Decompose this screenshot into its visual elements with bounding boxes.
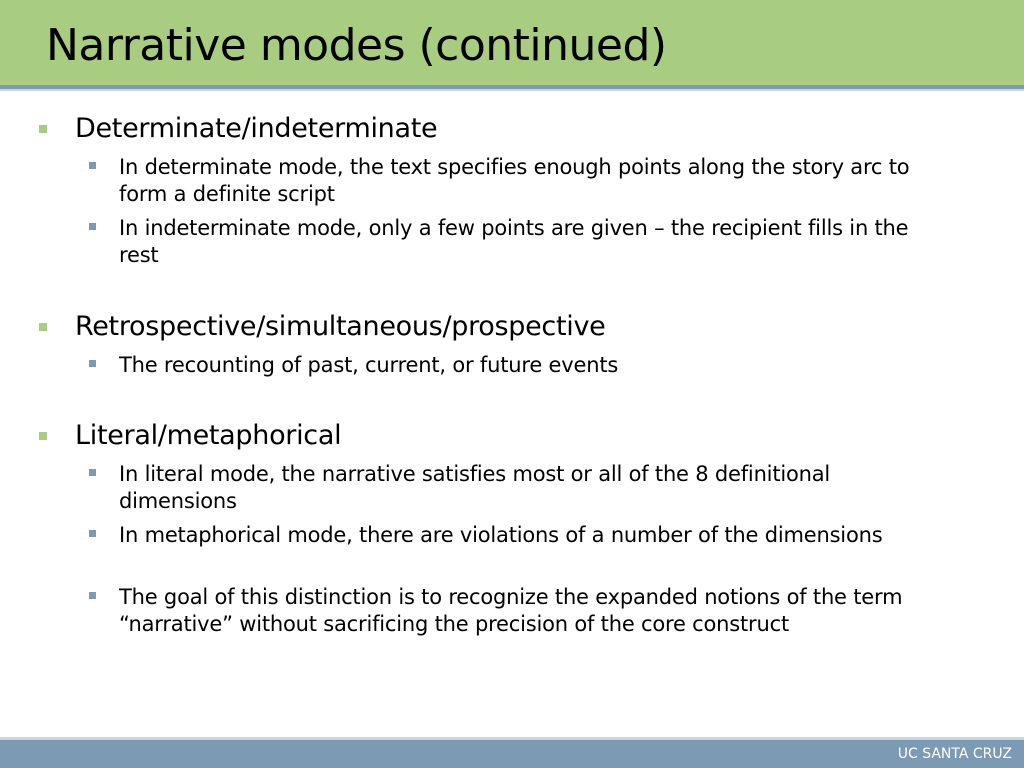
- bullet-item: The recounting of past, current, or future events: [119, 353, 619, 377]
- section-heading: Determinate/indeterminate: [75, 113, 438, 144]
- sub-bullet-square-icon: [89, 469, 96, 476]
- bullet-item: In metaphorical mode, there are violations of a number of the dimensions: [119, 523, 883, 547]
- section-heading: Literal/metaphorical: [75, 420, 342, 451]
- sub-bullet-square-icon: [89, 360, 96, 367]
- bullet-square-icon: [39, 432, 47, 440]
- bullet-item: In determinate mode, the text specifies enough points along the story arc to form a definite script: [119, 155, 910, 206]
- sub-bullet-square-icon: [89, 223, 96, 230]
- sub-bullet-square-icon: [89, 530, 96, 537]
- bullet-square-icon: [39, 323, 47, 331]
- footer-bar: [0, 740, 1024, 768]
- section-heading: Retrospective/simultaneous/prospective: [75, 311, 606, 342]
- bullet-item: The goal of this distinction is to recognize the expanded notions of the term “narrative” without sacrificing the precision of the core construct: [119, 585, 903, 636]
- bullet-item: In indeterminate mode, only a few points are given – the recipient fills in the rest: [119, 216, 909, 267]
- bullet-square-icon: [39, 125, 47, 133]
- bullet-item: In literal mode, the narrative satisfies most or all of the 8 definitional dimensions: [119, 462, 831, 513]
- slide-title: Narrative modes (continued): [46, 20, 667, 71]
- sub-bullet-square-icon: [89, 162, 96, 169]
- footer-label: UC SANTA CRUZ: [897, 746, 1012, 762]
- sub-bullet-square-icon: [89, 592, 96, 599]
